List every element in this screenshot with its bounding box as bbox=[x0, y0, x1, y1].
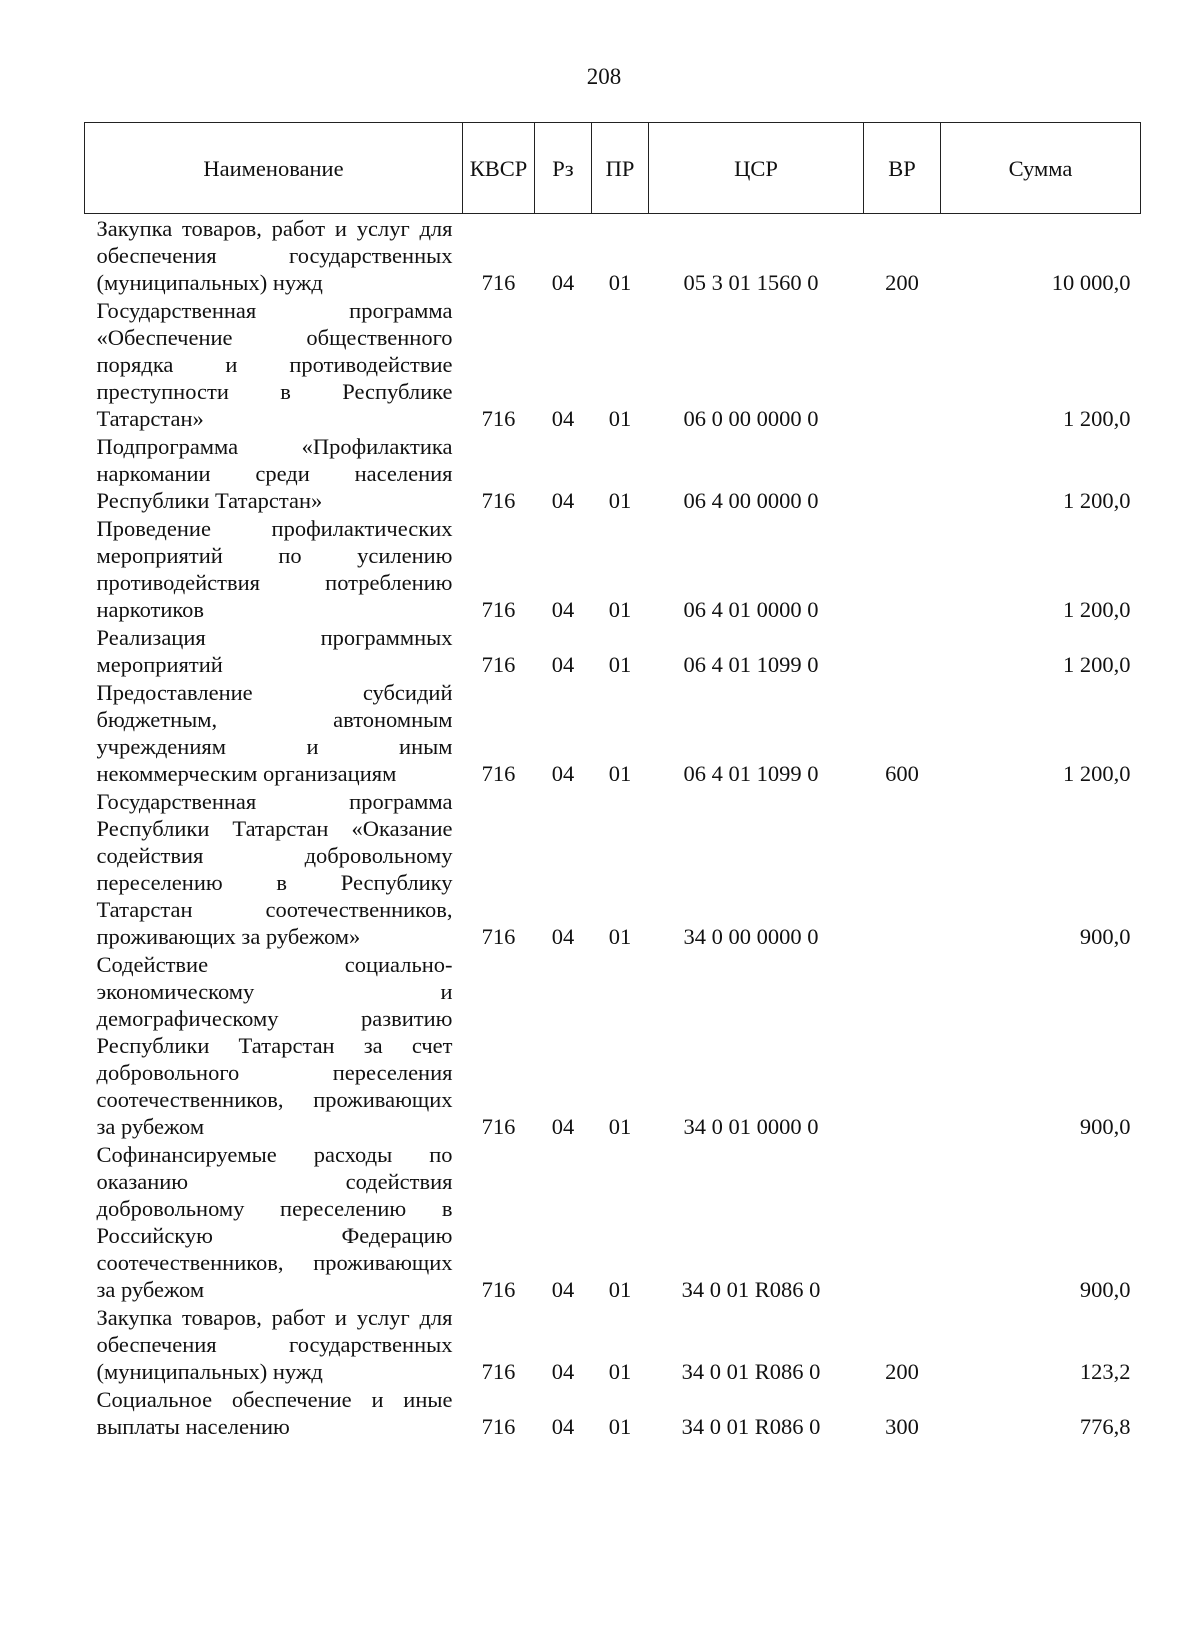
cell-csr: 34 0 00 0000 0 bbox=[683, 924, 819, 949]
cell-kvsr: 716 bbox=[481, 1359, 516, 1384]
cell-rz: 04 bbox=[551, 597, 575, 622]
cell-vr bbox=[864, 514, 941, 623]
table-row bbox=[85, 787, 1141, 950]
cell-pr: 01 bbox=[608, 1114, 632, 1139]
cell-kvsr: 716 bbox=[481, 924, 516, 949]
table-row bbox=[85, 1303, 1141, 1385]
cell-csr: 06 0 00 0000 0 bbox=[683, 406, 819, 431]
cell-pr: 01 bbox=[608, 488, 632, 513]
cell-pr: 01 bbox=[608, 924, 632, 949]
cell-rz: 04 bbox=[551, 1414, 575, 1439]
cell-pr: 01 bbox=[608, 270, 632, 295]
cell-csr: 06 4 01 1099 0 bbox=[683, 652, 819, 677]
table-row bbox=[85, 950, 1141, 1140]
cell-name: Содействие социально-экономическому и демографическому развитию Республики Татарстан за счет добровольного переселения соотечественников, проживающих за рубежом bbox=[96, 952, 453, 1139]
cell-sum: 10 000,0 bbox=[1051, 270, 1131, 295]
table-body bbox=[85, 214, 1141, 1441]
cell-rz: 04 bbox=[551, 1277, 575, 1302]
cell-vr bbox=[864, 787, 941, 950]
header-row bbox=[85, 123, 1141, 214]
cell-pr: 01 bbox=[608, 1277, 632, 1302]
cell-sum: 900,0 bbox=[1079, 1277, 1131, 1302]
header-pr: ПР bbox=[592, 123, 649, 214]
header-kvsr: КВСР bbox=[463, 123, 535, 214]
cell-sum: 123,2 bbox=[1079, 1359, 1131, 1384]
header-csr: ЦСР bbox=[649, 123, 864, 214]
cell-sum: 776,8 bbox=[1079, 1414, 1131, 1439]
header-rz: Рз bbox=[535, 123, 592, 214]
cell-kvsr: 716 bbox=[481, 652, 516, 677]
table-row bbox=[85, 1140, 1141, 1303]
cell-csr: 06 4 00 0000 0 bbox=[683, 488, 819, 513]
cell-vr bbox=[864, 623, 941, 678]
header-name: Наименование bbox=[85, 123, 463, 214]
table-row bbox=[85, 678, 1141, 787]
cell-csr: 06 4 01 0000 0 bbox=[683, 597, 819, 622]
cell-pr: 01 bbox=[608, 652, 632, 677]
cell-rz: 04 bbox=[551, 1114, 575, 1139]
cell-pr: 01 bbox=[608, 1414, 632, 1439]
cell-kvsr: 716 bbox=[481, 1414, 516, 1439]
cell-rz: 04 bbox=[551, 652, 575, 677]
cell-vr bbox=[864, 1140, 941, 1303]
page-number: 208 bbox=[586, 64, 622, 89]
cell-rz: 04 bbox=[551, 406, 575, 431]
cell-sum: 1 200,0 bbox=[1063, 597, 1131, 622]
cell-vr bbox=[864, 950, 941, 1140]
cell-kvsr: 716 bbox=[481, 1277, 516, 1302]
cell-rz: 04 bbox=[551, 924, 575, 949]
cell-pr: 01 bbox=[608, 406, 632, 431]
table-row bbox=[85, 296, 1141, 432]
cell-rz: 04 bbox=[551, 488, 575, 513]
cell-kvsr: 716 bbox=[481, 1114, 516, 1139]
cell-kvsr: 716 bbox=[481, 761, 516, 786]
cell-sum: 900,0 bbox=[1079, 924, 1131, 949]
cell-vr: 200 bbox=[885, 270, 919, 295]
table-row bbox=[85, 432, 1141, 514]
table-header bbox=[85, 123, 1141, 214]
cell-vr: 600 bbox=[885, 761, 919, 786]
cell-name: Проведение профилактических мероприятий по усилению противодействия потреблению наркотиков bbox=[96, 516, 453, 622]
table-row bbox=[85, 1385, 1141, 1440]
cell-csr: 34 0 01 R086 0 bbox=[681, 1277, 821, 1302]
header-vr: ВР bbox=[864, 123, 941, 214]
cell-sum: 900,0 bbox=[1079, 1114, 1131, 1139]
cell-rz: 04 bbox=[551, 761, 575, 786]
table-row bbox=[85, 623, 1141, 678]
cell-kvsr: 716 bbox=[481, 597, 516, 622]
cell-name: Государственная программа «Обеспечение общественного порядка и противодействие преступности в Республике Татарстан» bbox=[96, 298, 453, 431]
table-row bbox=[85, 514, 1141, 623]
cell-csr: 34 0 01 R086 0 bbox=[681, 1414, 821, 1439]
cell-kvsr: 716 bbox=[481, 406, 516, 431]
cell-name: Закупка товаров, работ и услуг для обеспечения государственных (муниципальных) нужд bbox=[96, 1305, 453, 1384]
cell-pr: 01 bbox=[608, 761, 632, 786]
cell-vr bbox=[864, 432, 941, 514]
cell-name: Подпрограмма «Профилактика наркомании среди населения Республики Татарстан» bbox=[96, 434, 453, 513]
cell-name: Закупка товаров, работ и услуг для обеспечения государственных (муниципальных) нужд bbox=[96, 216, 453, 295]
cell-sum: 1 200,0 bbox=[1063, 761, 1131, 786]
cell-rz: 04 bbox=[551, 270, 575, 295]
cell-csr: 06 4 01 1099 0 bbox=[683, 761, 819, 786]
cell-sum: 1 200,0 bbox=[1063, 406, 1131, 431]
cell-sum: 1 200,0 bbox=[1063, 652, 1131, 677]
cell-csr: 34 0 01 R086 0 bbox=[681, 1359, 821, 1384]
header-sum: Сумма bbox=[941, 123, 1141, 214]
cell-pr: 01 bbox=[608, 1359, 632, 1384]
cell-name: Государственная программа Республики Татарстан «Оказание содействия добровольному переселению в Республику Татарстан соотечественников, проживающих за рубежом» bbox=[96, 789, 453, 949]
cell-vr bbox=[864, 296, 941, 432]
cell-csr: 05 3 01 1560 0 bbox=[683, 270, 819, 295]
cell-kvsr: 716 bbox=[481, 488, 516, 513]
budget-table bbox=[84, 122, 1141, 1440]
cell-rz: 04 bbox=[551, 1359, 575, 1384]
cell-name: Социальное обеспечение и иные выплаты населению bbox=[96, 1387, 453, 1439]
cell-name: Реализация программных мероприятий bbox=[96, 625, 453, 677]
cell-name: Предоставление субсидий бюджетным, автономным учреждениям и иным некоммерческим организациям bbox=[96, 680, 453, 786]
table-row bbox=[85, 214, 1141, 297]
cell-sum: 1 200,0 bbox=[1063, 488, 1131, 513]
cell-pr: 01 bbox=[608, 597, 632, 622]
cell-vr: 300 bbox=[885, 1414, 919, 1439]
cell-name: Софинансируемые расходы по оказанию содействия добровольному переселению в Российскую Федерацию соотечественников, проживающих за рубежом bbox=[96, 1142, 453, 1302]
cell-vr: 200 bbox=[885, 1359, 919, 1384]
cell-kvsr: 716 bbox=[481, 270, 516, 295]
cell-csr: 34 0 01 0000 0 bbox=[683, 1114, 819, 1139]
